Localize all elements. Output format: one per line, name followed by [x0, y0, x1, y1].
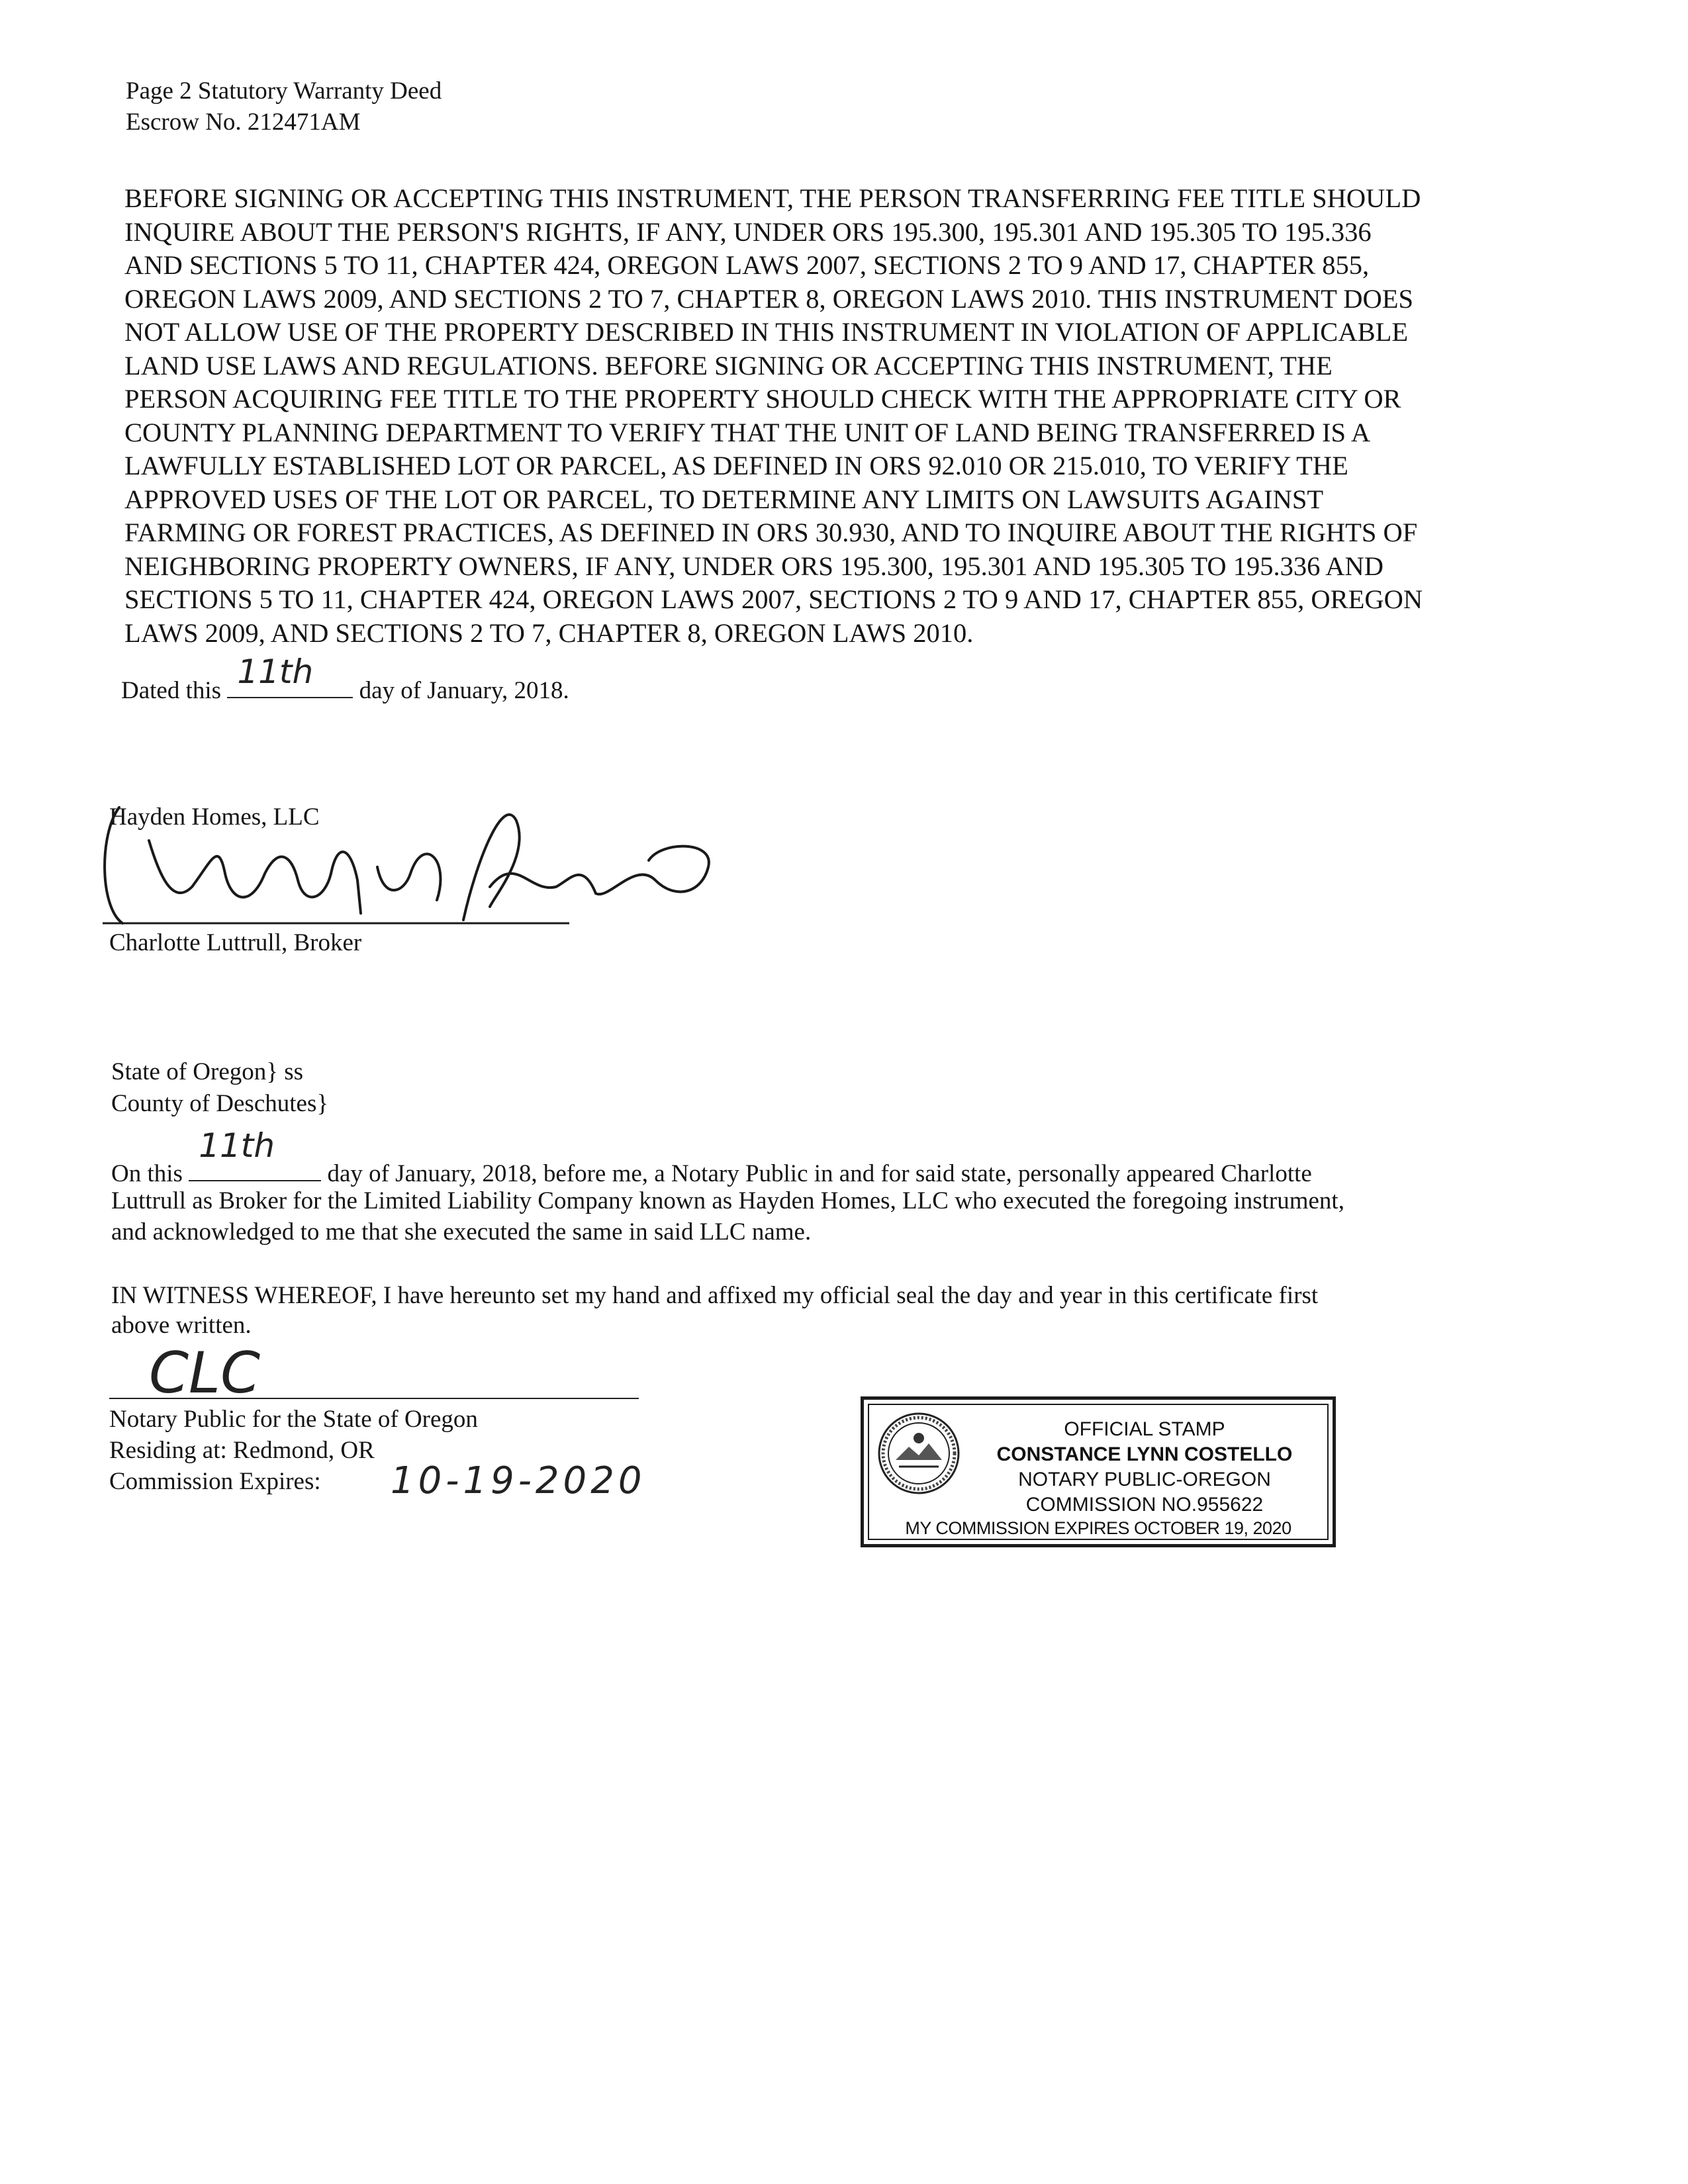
witness-line-1: IN WITNESS WHEREOF, I have hereunto set my hand and affixed my official seal the day and year in this certificate first	[111, 1282, 1319, 1309]
dated-day-handwritten: 11th	[237, 653, 314, 691]
notice-line: LAWFULLY ESTABLISHED LOT OR PARCEL, AS DEFINED IN ORS 92.010 OR 215.010, TO VERIFY THE	[124, 451, 1348, 480]
notice-line: AND SECTIONS 5 TO 11, CHAPTER 424, OREGON LAWS 2007, SECTIONS 2 TO 9 AND 17, CHAPTER 855,	[124, 250, 1370, 280]
land-use-notice	[124, 182, 1554, 650]
dated-day-blank	[227, 653, 353, 698]
notary-initials-handwritten: CLC	[149, 1340, 261, 1406]
notice-line: COUNTY PLANNING DEPARTMENT TO VERIFY THAT THE UNIT OF LAND BEING TRANSFERRED IS A	[124, 417, 1371, 447]
notice-line: LAWS 2009, AND SECTIONS 2 TO 7, CHAPTER 8, OREGON LAWS 2010.	[124, 617, 974, 648]
stamp-heading: OFFICIAL STAMP	[1064, 1418, 1225, 1440]
notice-line: FARMING OR FOREST PRACTICES, AS DEFINED IN ORS 30.930, AND TO INQUIRE ABOUT THE RIGHTS OF	[124, 518, 1418, 547]
stamp-text	[963, 1417, 1326, 1518]
venue-state: State of Oregon} ss	[111, 1058, 304, 1085]
dated-suffix: day of January, 2018.	[359, 677, 569, 704]
stamp-notary-name: CONSTANCE LYNN COSTELLO	[996, 1443, 1293, 1465]
acknowledgment-line-1	[111, 1126, 1312, 1189]
witness-line-2: above written.	[111, 1312, 252, 1339]
grantor-signature	[93, 781, 728, 940]
notice-line: NEIGHBORING PROPERTY OWNERS, IF ANY, UNDER ORS 195.300, 195.301 AND 195.305 TO 195.336 AND	[124, 551, 1383, 581]
ack-day-blank	[189, 1126, 321, 1181]
page-header-title: Page 2 Statutory Warranty Deed	[126, 77, 442, 105]
state-seal-icon	[876, 1410, 962, 1496]
ack-prefix: On this	[111, 1160, 183, 1187]
stamp-expiration: MY COMMISSION EXPIRES OCTOBER 19, 2020	[905, 1518, 1291, 1538]
notary-commission-handwritten: 10-19-2020	[391, 1459, 646, 1502]
notice-line: NOT ALLOW USE OF THE PROPERTY DESCRIBED IN THIS INSTRUMENT IN VIOLATION OF APPLICABLE	[124, 317, 1409, 347]
notice-line: OREGON LAWS 2009, AND SECTIONS 2 TO 7, CHAPTER 8, OREGON LAWS 2010. THIS INSTRUMENT DOES	[124, 283, 1413, 314]
acknowledgment-line-2: Luttrull as Broker for the Limited Liability Company known as Hayden Homes, LLC who executed the foregoing instrument,	[111, 1187, 1344, 1214]
ack-line1-rest: day of January, 2018, before me, a Notary Public in and for said state, personally appeared Charlotte	[327, 1160, 1312, 1187]
notary-title: Notary Public for the State of Oregon	[109, 1406, 478, 1433]
notice-line: INQUIRE ABOUT THE PERSON'S RIGHTS, IF ANY, UNDER ORS 195.300, 195.301 AND 195.305 TO 195.336	[124, 216, 1372, 247]
ack-day-handwritten: 11th	[199, 1126, 275, 1165]
dated-prefix: Dated this	[121, 677, 222, 704]
escrow-number: Escrow No. 212471AM	[126, 109, 361, 136]
stamp-notary-title: NOTARY PUBLIC-OREGON	[1018, 1469, 1271, 1490]
grantor-signer: Charlotte Luttrull, Broker	[109, 929, 362, 956]
notary-residing: Residing at: Redmond, OR	[109, 1437, 375, 1464]
grantor-company: Hayden Homes, LLC	[109, 803, 320, 831]
notary-official-stamp	[861, 1396, 1336, 1547]
stamp-commission-number: COMMISSION NO.955622	[1025, 1494, 1264, 1516]
notice-line: LAND USE LAWS AND REGULATIONS. BEFORE SIGNING OR ACCEPTING THIS INSTRUMENT, THE	[124, 350, 1333, 381]
notice-line: BEFORE SIGNING OR ACCEPTING THIS INSTRUMENT, THE PERSON TRANSFERRING FEE TITLE SHOULD	[124, 183, 1421, 213]
notice-line: PERSON ACQUIRING FEE TITLE TO THE PROPERTY SHOULD CHECK WITH THE APPROPRIATE CITY OR	[124, 384, 1401, 414]
venue-county: County of Deschutes}	[111, 1090, 329, 1117]
notary-commission-label: Commission Expires:	[109, 1468, 321, 1495]
notice-line: APPROVED USES OF THE LOT OR PARCEL, TO DETERMINE ANY LIMITS ON LAWSUITS AGAINST	[124, 484, 1324, 514]
notice-line: SECTIONS 5 TO 11, CHAPTER 424, OREGON LAWS 2007, SECTIONS 2 TO 9 AND 17, CHAPTER 855, OREGON	[124, 584, 1423, 614]
acknowledgment-line-3: and acknowledged to me that she executed the same in said LLC name.	[111, 1218, 812, 1246]
dated-line	[121, 653, 569, 705]
